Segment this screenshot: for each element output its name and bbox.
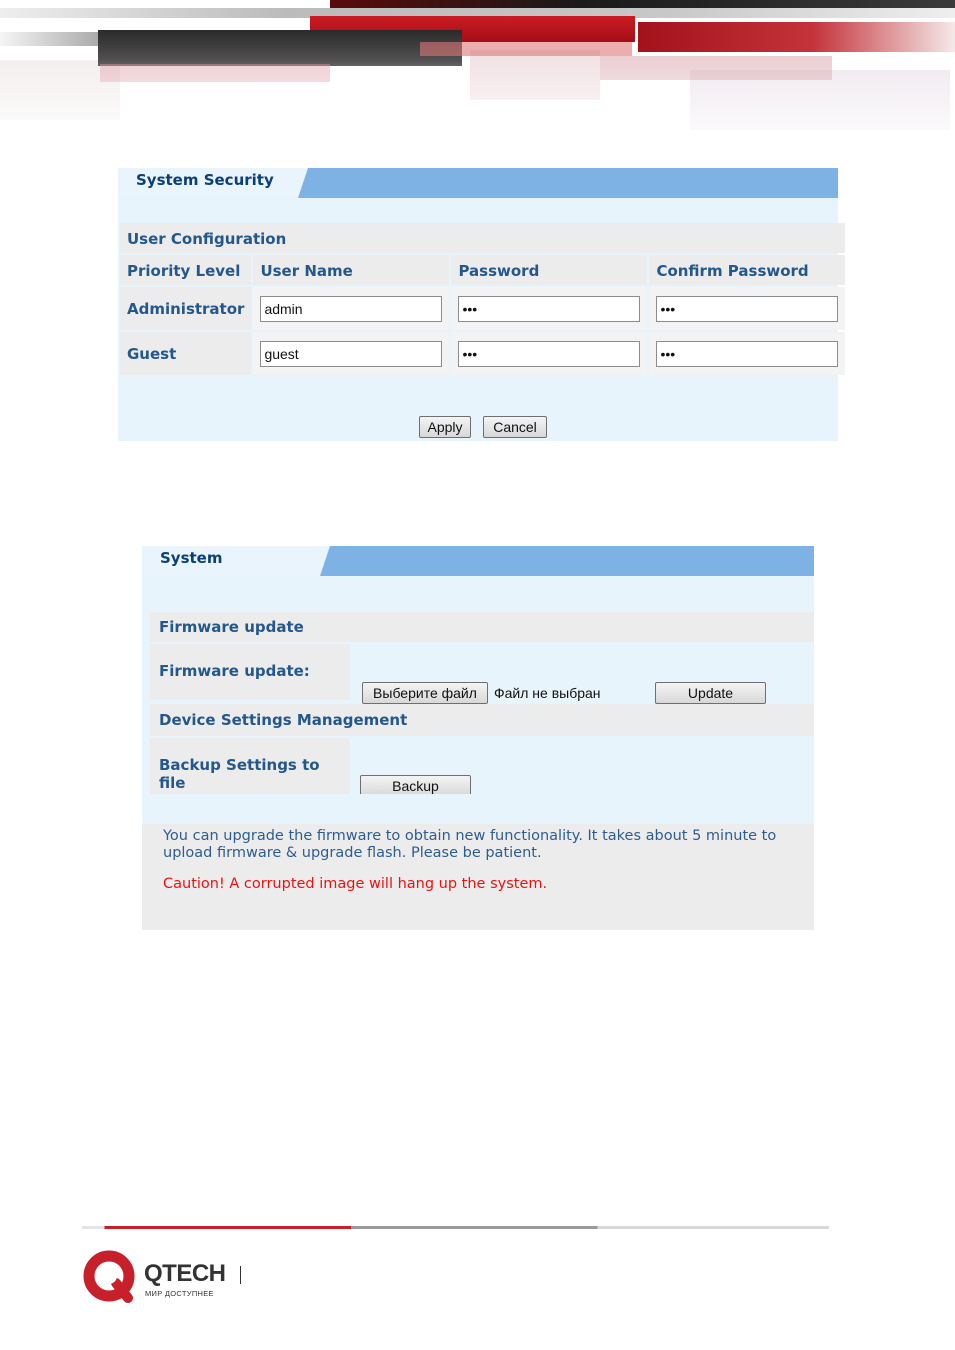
firmware-update-heading: Firmware update [150,612,814,642]
column-header: Priority Level [120,255,251,285]
system-management-panel [142,546,814,930]
header-banner [0,0,955,150]
column-header: Confirm Password [649,255,845,285]
device-settings-heading: Device Settings Management [150,704,814,736]
table-row [120,332,845,375]
priority-level-cell: Administrator [120,287,251,330]
backup-control-cell [352,738,814,794]
user-config-table [118,221,847,377]
qtech-logo-mark-icon [82,1248,138,1304]
guest-confirm-password-input[interactable] [656,341,838,367]
no-file-selected-text: Файл не выбран [494,685,601,701]
backup-label-cell: Backup Settings to file [150,738,350,794]
guest-username-input[interactable] [260,341,442,367]
caution-text: Caution! A corrupted image will hang up the system. [163,876,548,892]
backup-button[interactable]: Backup [360,775,471,797]
user-configuration-heading: User Configuration [120,223,845,253]
priority-level-cell: Guest [120,332,251,375]
admin-password-input[interactable] [458,296,640,322]
note-text: You can upgrade the firmware to obtain new functionality. It takes about 5 minute to upload firmware & upgrade flash. Please be patient. [163,828,777,861]
management-body [142,576,814,794]
brand-name: QTECH [144,1260,226,1287]
logo-separator [240,1266,241,1284]
apply-button[interactable]: Apply [419,416,471,438]
cancel-button[interactable]: Cancel [483,416,547,438]
qtech-logo [82,1248,262,1306]
firmware-note [142,824,814,930]
column-header: Password [451,255,647,285]
firmware-update-label-cell: Firmware update: [150,644,350,700]
update-button[interactable]: Update [655,682,766,704]
security-body [118,198,838,435]
admin-username-input[interactable] [260,296,442,322]
management-spacer [142,794,814,824]
footer-divider [82,1226,829,1229]
security-tab-bar [118,168,838,198]
admin-confirm-password-input[interactable] [656,296,838,322]
guest-password-input[interactable] [458,341,640,367]
firmware-update-control-cell [352,644,814,700]
column-header: User Name [253,255,449,285]
brand-tagline: МИР ДОСТУПНЕЕ [145,1289,214,1298]
table-row [120,287,845,330]
tab-system-management[interactable]: System [142,546,320,576]
choose-file-button[interactable]: Выберите файл [362,682,488,704]
tab-system-security[interactable]: System Security [118,168,298,198]
security-button-row [118,411,838,441]
management-tab-bar [142,546,814,576]
system-security-panel [118,168,838,435]
